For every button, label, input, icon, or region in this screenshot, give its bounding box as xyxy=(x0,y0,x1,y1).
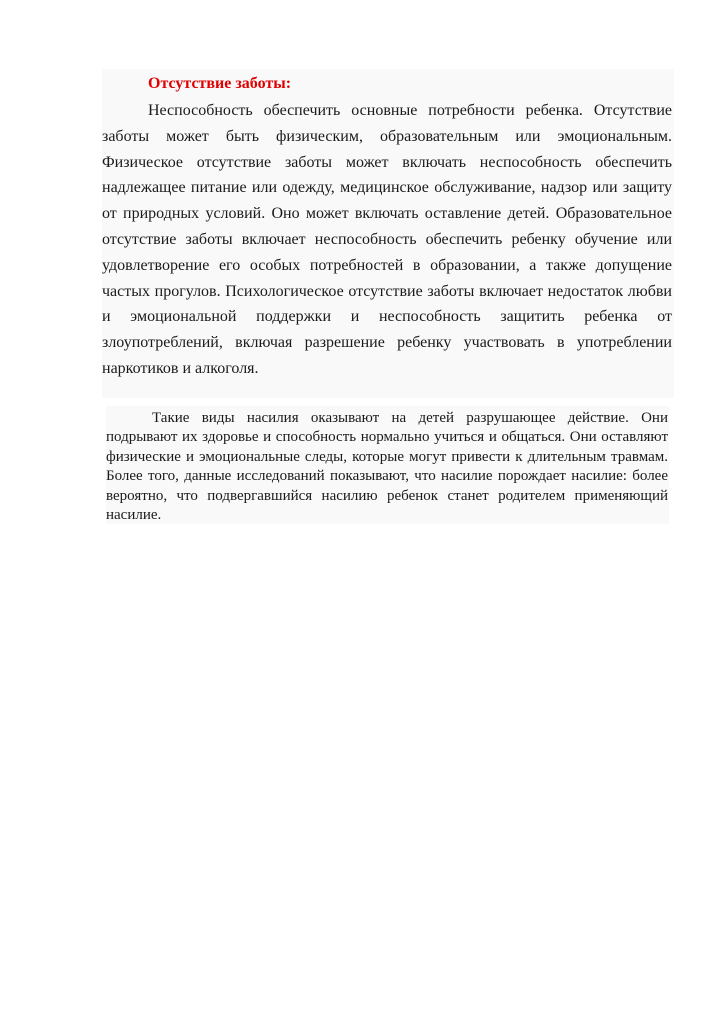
neglect-section xyxy=(102,69,674,398)
neglect-paragraph: Неспособность обеспечить основные потребности ребенка. Отсутствие заботы может быть физическим, образовательным или эмоциональным. Физическое отсутствие заботы может включать неспособность обеспечить надлежащее питание или одежду, медицинское обслуживание, надзор или защиту от природных условий. Оно может включать оставление детей. Образовательное отсутствие заботы включает неспособность обеспечить ребенку обучение или удовлетворение его особых потребностей в образовании, а также допущение частых прогулов. Психологическое отсутствие заботы включает недостаток любви и эмоциональной поддержки и неспособность защитить ребенка от злоупотреблений, включая разрешение ребенку участвовать в употреблении наркотиков и алкоголя. xyxy=(102,102,672,377)
section-heading: Отсутствие заботы: xyxy=(148,75,292,92)
consequences-paragraph: Такие виды насилия оказывают на детей разрушающее действие. Они подрывают их здоровье и способность нормально учиться и общаться. Они оставляют физические и эмоциональные следы, которые могут привести к длительным травмам. Более того, данные исследований показывают, что насилие порождает насилие: более вероятно, что подвергавшийся насилию ребенок станет родителем применяющий насилие. xyxy=(106,410,668,524)
consequences-section xyxy=(106,406,669,524)
